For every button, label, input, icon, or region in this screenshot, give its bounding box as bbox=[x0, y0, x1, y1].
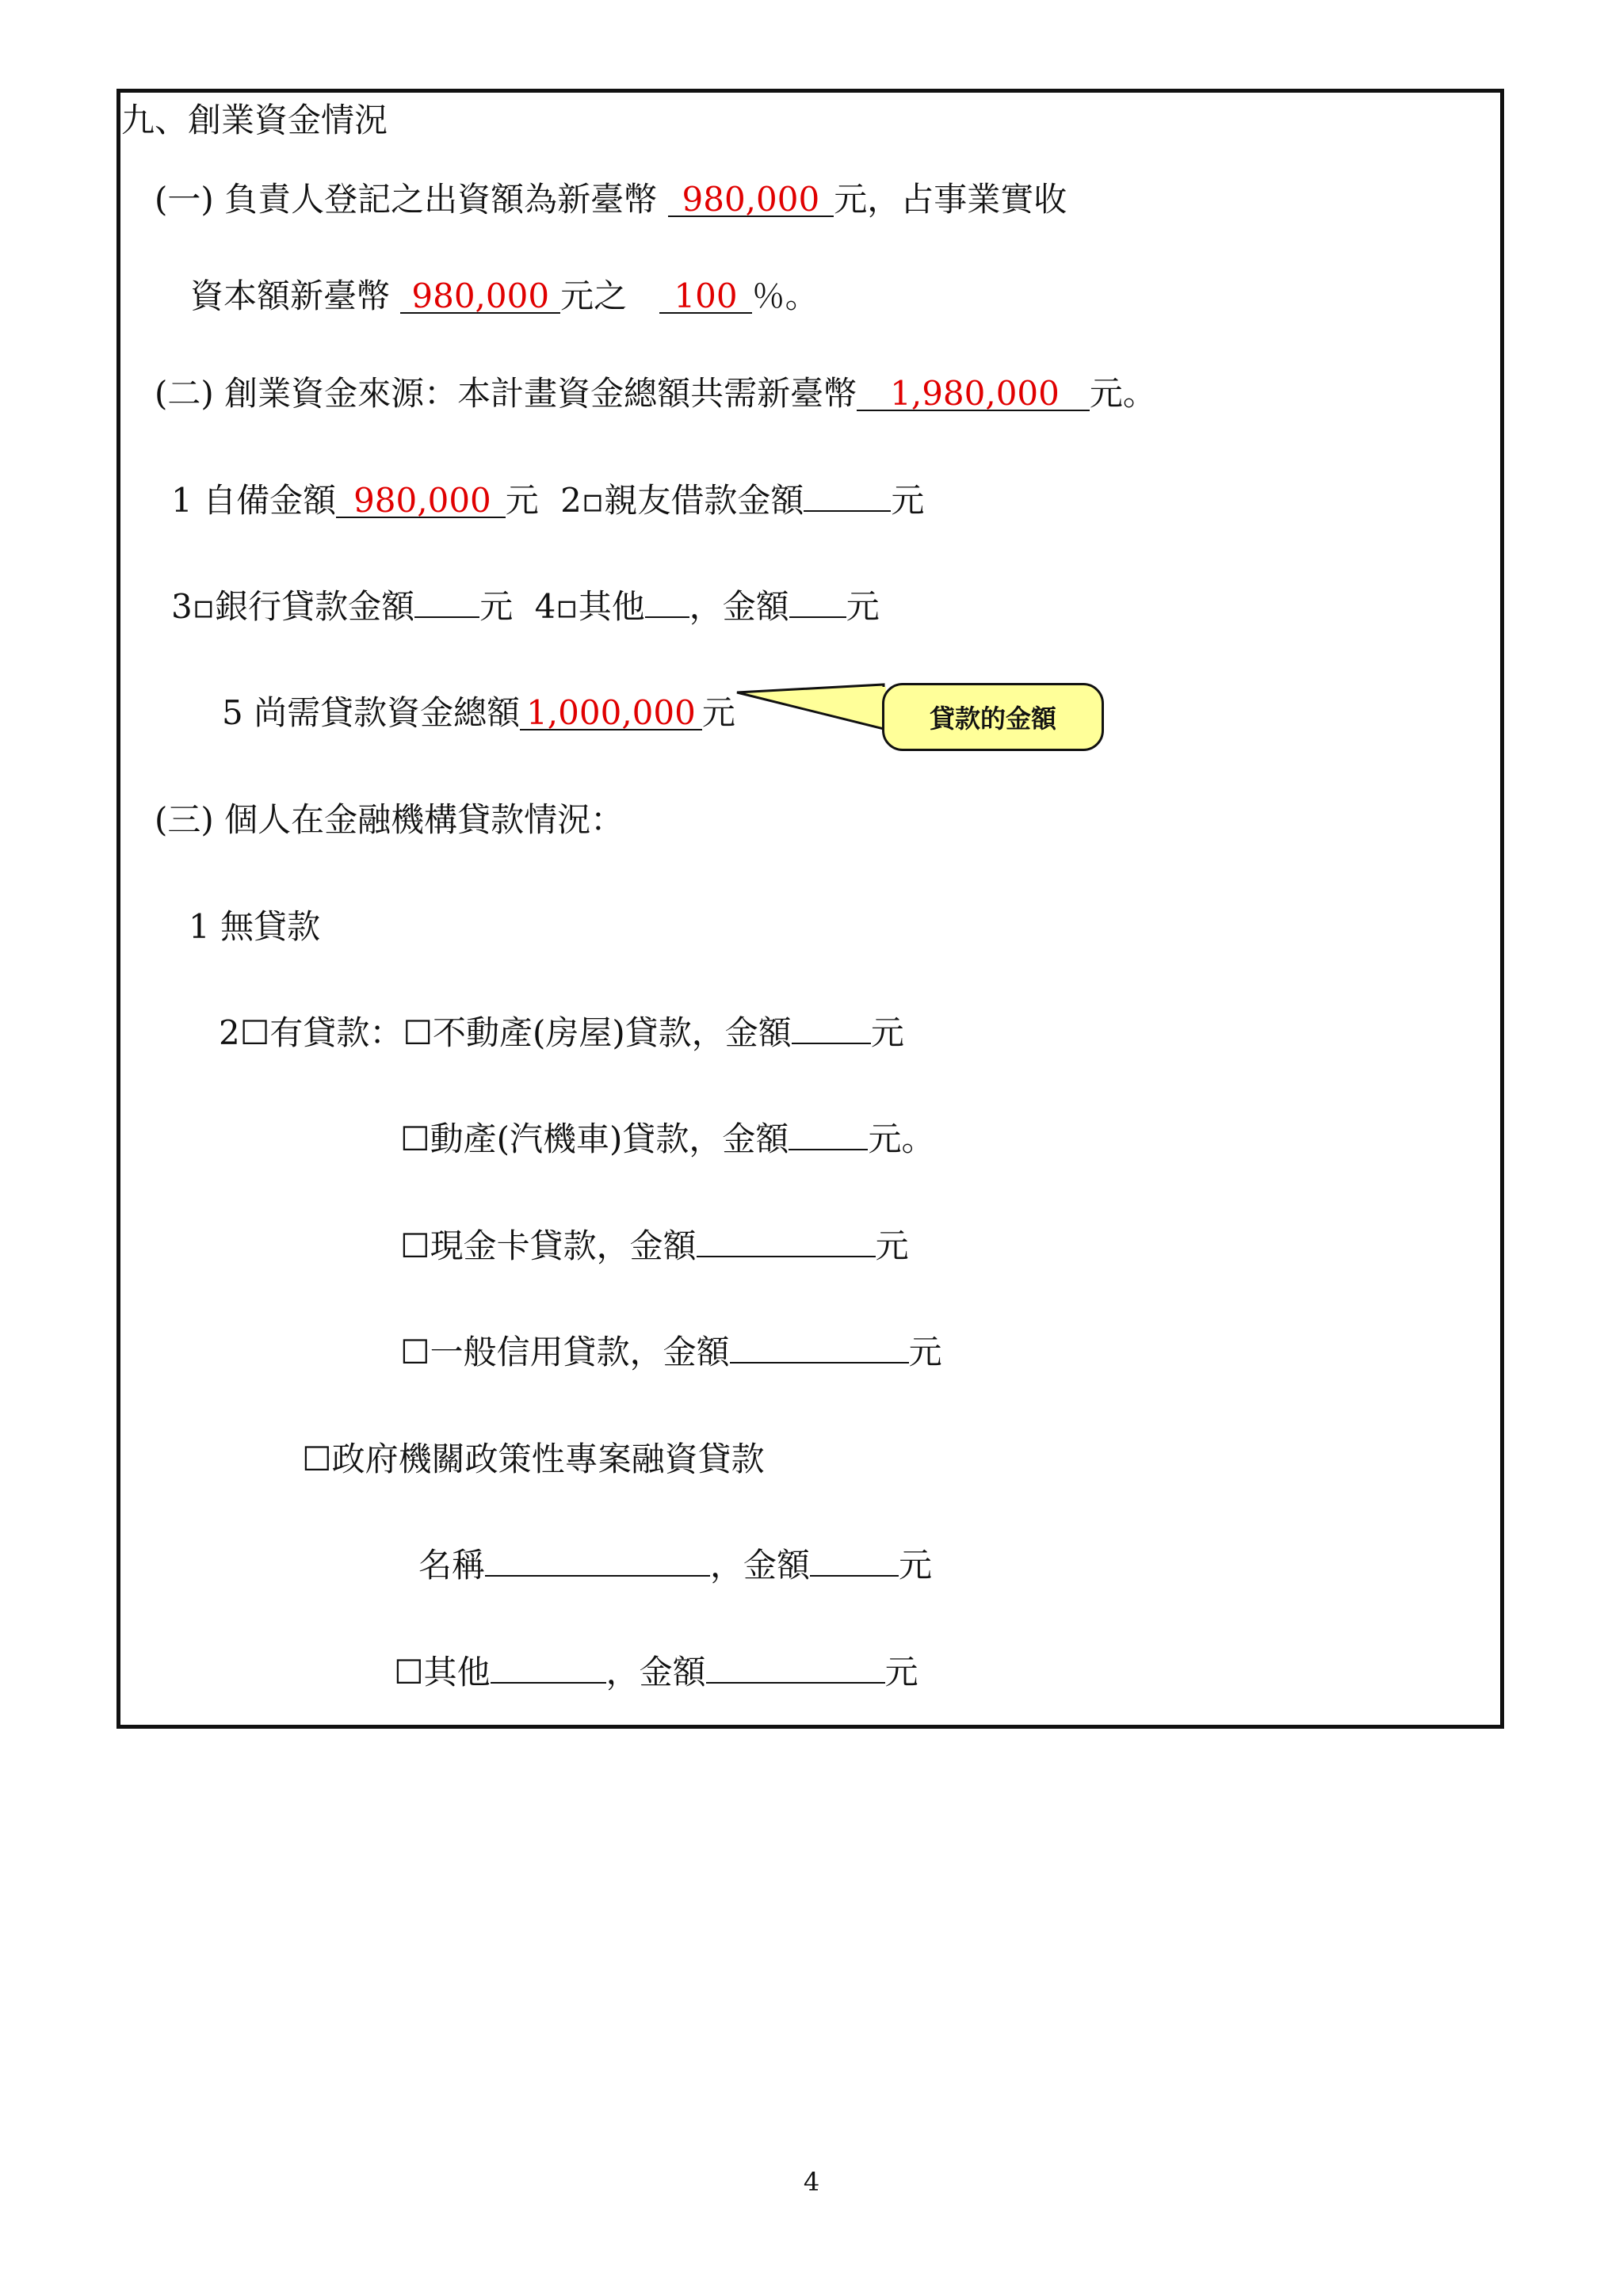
item4-mid: ，金額 bbox=[689, 587, 789, 626]
other-loan-suffix: 元 bbox=[884, 1653, 918, 1691]
item5-label: 5 尚需貸款資金總額 bbox=[222, 693, 521, 732]
other-loan-label[interactable]: ☐其他 bbox=[394, 1653, 491, 1691]
capital-amount: 980,000 bbox=[411, 277, 550, 315]
real-estate-loan-field[interactable] bbox=[792, 1011, 871, 1044]
callout-text: 貸款的金額 bbox=[929, 704, 1056, 734]
credit-loan-field[interactable] bbox=[730, 1330, 909, 1363]
capital-suffix: 元之 bbox=[560, 277, 628, 315]
contribution-amount: 980,000 bbox=[682, 180, 820, 219]
name-mid: ，金額 bbox=[710, 1546, 811, 1585]
part1-currency: 新臺幣 bbox=[557, 180, 658, 219]
item3-suffix: 元 bbox=[479, 587, 514, 626]
credit-loan-suffix: 元 bbox=[908, 1333, 942, 1371]
has-loan-line bbox=[219, 1011, 904, 1055]
part3-heading-line bbox=[155, 798, 624, 842]
part3-prefix: (三) bbox=[155, 800, 225, 839]
other-loan-mid: ，金額 bbox=[605, 1653, 706, 1691]
gov-loan-detail-line bbox=[418, 1543, 932, 1588]
no-loan-label: 1 無貸款 bbox=[189, 907, 321, 946]
part1-line1 bbox=[155, 177, 1067, 222]
item5-suffix: 元 bbox=[701, 693, 735, 732]
cash-card-loan-suffix: 元 bbox=[875, 1226, 909, 1265]
name-label: 名稱 bbox=[418, 1546, 486, 1585]
item3-label: 3▫銀行貸款金額 bbox=[171, 587, 415, 626]
part3-heading: 個人在金融機構 bbox=[224, 800, 458, 839]
bank-loan-field[interactable] bbox=[414, 585, 479, 618]
capital-label: 資本額新臺幣 bbox=[190, 277, 391, 315]
gov-loan-option[interactable] bbox=[302, 1437, 765, 1482]
part1-lead: 負責人登記之出資額為 bbox=[224, 180, 558, 219]
percent-suffix: ％。 bbox=[751, 277, 819, 315]
movable-loan-line bbox=[400, 1117, 934, 1161]
part2-items-1-2 bbox=[171, 479, 924, 523]
percent-field[interactable] bbox=[659, 277, 751, 315]
total-amount: 1,980,000 bbox=[890, 374, 1060, 413]
loan-amount-callout bbox=[882, 683, 1104, 751]
total-suffix: 元。 bbox=[1089, 374, 1156, 413]
page-number: 4 bbox=[803, 2167, 820, 2197]
other-loan-line bbox=[394, 1650, 918, 1695]
item1-label: 1 自備金額 bbox=[171, 481, 337, 520]
part2-heading: (二) 創業資金來源：本計畫資金總額共需新臺幣 bbox=[155, 374, 857, 413]
total-field[interactable] bbox=[857, 374, 1090, 413]
other-amount-field[interactable] bbox=[789, 585, 846, 618]
part1-prefix: (一) bbox=[155, 180, 225, 219]
item1-suffix: 元 bbox=[505, 481, 539, 520]
name-suffix: 元 bbox=[899, 1546, 933, 1585]
part3-heading-tail: 貸款情況： bbox=[457, 800, 624, 839]
percent-value: 100 bbox=[674, 277, 738, 315]
section-title: 九、創業資金情況 bbox=[121, 101, 388, 139]
part1-line2 bbox=[190, 274, 819, 318]
friends-loan-field[interactable] bbox=[804, 479, 891, 512]
cash-card-loan-line bbox=[400, 1224, 909, 1268]
other-loan-name-field[interactable] bbox=[491, 1650, 606, 1684]
needed-loan-amount: 1,000,000 bbox=[526, 693, 696, 732]
capital-field[interactable] bbox=[400, 277, 560, 315]
part2-heading-line bbox=[155, 372, 1156, 416]
other-loan-amount-field[interactable] bbox=[706, 1650, 885, 1684]
item4-label: 4▫其他 bbox=[534, 587, 645, 626]
item2-suffix: 元 bbox=[891, 481, 925, 520]
contribution-field[interactable] bbox=[668, 180, 834, 219]
other-source-field[interactable] bbox=[645, 585, 689, 618]
part1-suffix: 元，占事業實收 bbox=[834, 180, 1067, 219]
credit-loan-line bbox=[400, 1330, 942, 1375]
gov-loan-label: ☐政府機關政策性專案融資貸款 bbox=[302, 1440, 765, 1478]
part2-item5 bbox=[222, 691, 735, 735]
part2-items-3-4 bbox=[171, 585, 880, 629]
cash-card-loan-field[interactable] bbox=[697, 1224, 876, 1257]
form-frame bbox=[116, 89, 1504, 1729]
self-funds-field[interactable] bbox=[336, 481, 506, 520]
real-estate-loan-label[interactable]: 2☐有貸款：☐不動產(房屋)貸款，金額 bbox=[219, 1013, 792, 1052]
movable-loan-suffix: 元。 bbox=[868, 1119, 935, 1158]
real-estate-loan-suffix: 元 bbox=[870, 1013, 904, 1052]
movable-loan-field[interactable] bbox=[789, 1117, 868, 1150]
callout-pointer bbox=[737, 683, 896, 730]
cash-card-loan-label[interactable]: ☐現金卡貸款，金額 bbox=[400, 1226, 697, 1265]
credit-loan-label[interactable]: ☐一般信用貸款，金額 bbox=[400, 1333, 730, 1371]
needed-loan-field[interactable] bbox=[520, 693, 702, 732]
movable-loan-label[interactable]: ☐動產(汽機車)貸款，金額 bbox=[400, 1119, 789, 1158]
no-loan-option[interactable] bbox=[189, 905, 320, 949]
gov-loan-amount-field[interactable] bbox=[810, 1543, 899, 1577]
item2-label: 2▫親友借款金額 bbox=[560, 481, 804, 520]
self-funds-amount: 980,000 bbox=[353, 481, 491, 520]
loan-name-field[interactable] bbox=[485, 1543, 710, 1577]
item4-suffix: 元 bbox=[846, 587, 880, 626]
